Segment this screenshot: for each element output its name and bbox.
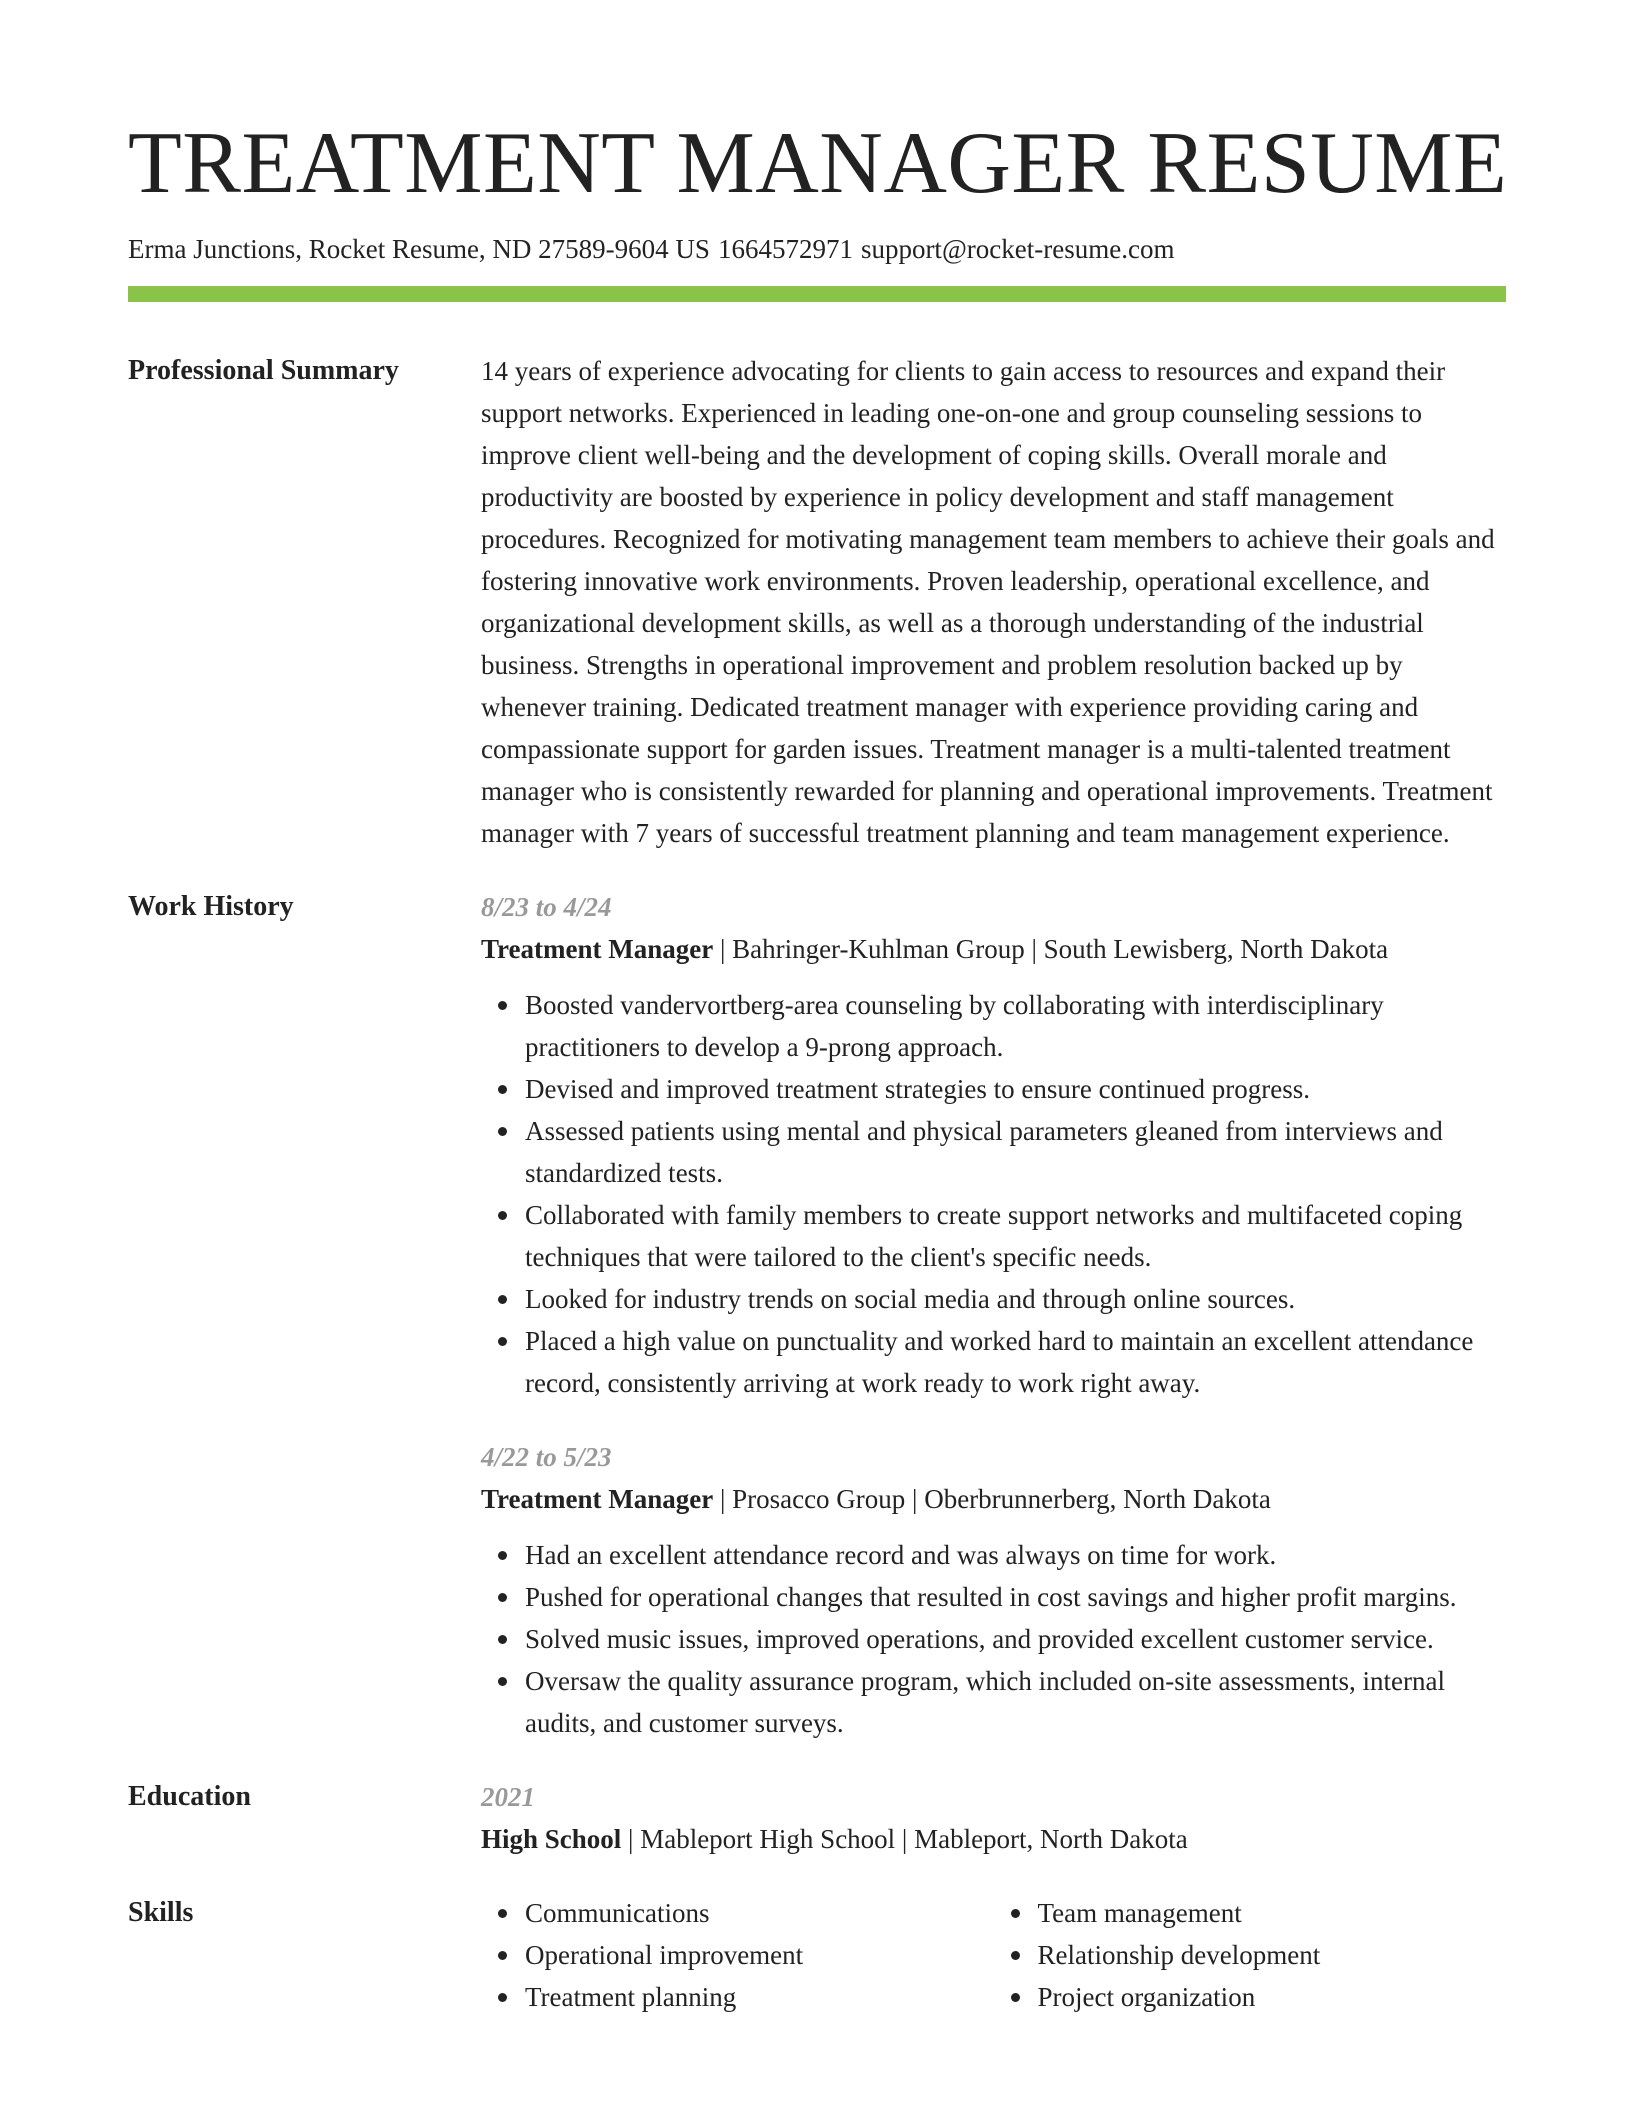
skills-section [128, 1892, 1506, 2018]
job-role-line [481, 928, 1506, 970]
summary-section [128, 350, 1506, 854]
job-bullet: Looked for industry trends on social media and through online sources. [525, 1278, 1506, 1320]
education-section [128, 1776, 1506, 1860]
skills-list-left [481, 1892, 994, 2018]
education-body [481, 1776, 1506, 1860]
summary-text: 14 years of experience advocating for clients to gain access to resources and expand their support networks. Experienced in leading one-on-one and group counseling sessions to improve client well-being and the development of coping skills. Overall morale and productivity are boosted by experience in policy development and staff management procedures. Recognized for motivating management team members to achieve their goals and fostering innovative work environments. Proven leadership, operational excellence, and organizational development skills, as well as a thorough understanding of the industrial business. Strengths in operational improvement and problem resolution backed up by whenever training. Dedicated treatment manager with experience providing caring and compassionate support for garden issues. Treatment manager is a multi-talented treatment manager who is consistently rewarded for planning and operational improvements. Treatment manager with 7 years of successful treatment planning and team management experience. [481, 356, 1495, 848]
header-accent-rule [128, 286, 1506, 302]
resume-sections [128, 350, 1506, 2018]
job-bullet: Oversaw the quality assurance program, which included on-site assessments, internal audits, and customer surveys. [525, 1660, 1506, 1744]
job-entry [481, 886, 1506, 1404]
skills-heading: Skills [128, 1897, 194, 1928]
work-section [128, 886, 1506, 1744]
job-bullets [481, 984, 1506, 1404]
contact-line [128, 232, 1174, 267]
job-bullet: Solved music issues, improved operations, and provided excellent customer service. [525, 1618, 1506, 1660]
job-title: Treatment Manager [481, 934, 714, 964]
job-title: Treatment Manager [481, 1484, 714, 1514]
education-year: 2021 [481, 1782, 535, 1812]
education-line [481, 1818, 1506, 1860]
skills-grid [481, 1892, 1506, 2018]
skill-item: Operational improvement [525, 1934, 994, 1976]
education-heading: Education [128, 1781, 251, 1812]
job-details: | Bahringer-Kuhlman Group | South Lewisberg, North Dakota [719, 934, 1389, 964]
job-bullet: Assessed patients using mental and physical parameters gleaned from interviews and standardized tests. [525, 1110, 1506, 1194]
skill-item: Communications [525, 1892, 994, 1934]
work-heading: Work History [128, 891, 294, 922]
contact-email: support@rocket-resume.com [860, 234, 1175, 264]
job-dates: 8/23 to 4/24 [481, 892, 612, 922]
job-details: | Prosacco Group | Oberbrunnerberg, North Dakota [719, 1484, 1271, 1514]
summary-body [481, 350, 1506, 854]
skills-list-right [994, 1892, 1507, 2018]
job-role-line [481, 1478, 1506, 1520]
job-bullet: Devised and improved treatment strategies to ensure continued progress. [525, 1068, 1506, 1110]
skill-item: Team management [1038, 1892, 1507, 1934]
skill-item: Project organization [1038, 1976, 1507, 2018]
job-dates: 4/22 to 5/23 [481, 1442, 612, 1472]
contact-address: Erma Junctions, Rocket Resume, ND 27589-9604 US [128, 234, 710, 264]
job-bullets [481, 1534, 1506, 1744]
skill-item: Relationship development [1038, 1934, 1507, 1976]
job-bullet: Placed a high value on punctuality and worked hard to maintain an excellent attendance record, consistently arriving at work ready to work right away. [525, 1320, 1506, 1404]
job-bullet: Pushed for operational changes that resulted in cost savings and higher profit margins. [525, 1576, 1506, 1618]
skill-item: Treatment planning [525, 1976, 994, 2018]
job-bullet: Collaborated with family members to create support networks and multifaceted coping techniques that were tailored to the client's specific needs. [525, 1194, 1506, 1278]
job-bullet: Boosted vandervortberg-area counseling by collaborating with interdisciplinary practitioners to develop a 9-prong approach. [525, 984, 1506, 1068]
education-degree: High School [481, 1824, 622, 1854]
work-body [481, 886, 1506, 1744]
education-details: | Mableport High School | Mableport, North Dakota [628, 1824, 1188, 1854]
job-bullet: Had an excellent attendance record and was always on time for work. [525, 1534, 1506, 1576]
contact-phone: 1664572971 [717, 234, 853, 264]
summary-heading: Professional Summary [128, 355, 399, 386]
skills-body [481, 1892, 1506, 2018]
resume-title: TREATMENT MANAGER RESUME [128, 115, 1508, 212]
job-entry [481, 1436, 1506, 1744]
